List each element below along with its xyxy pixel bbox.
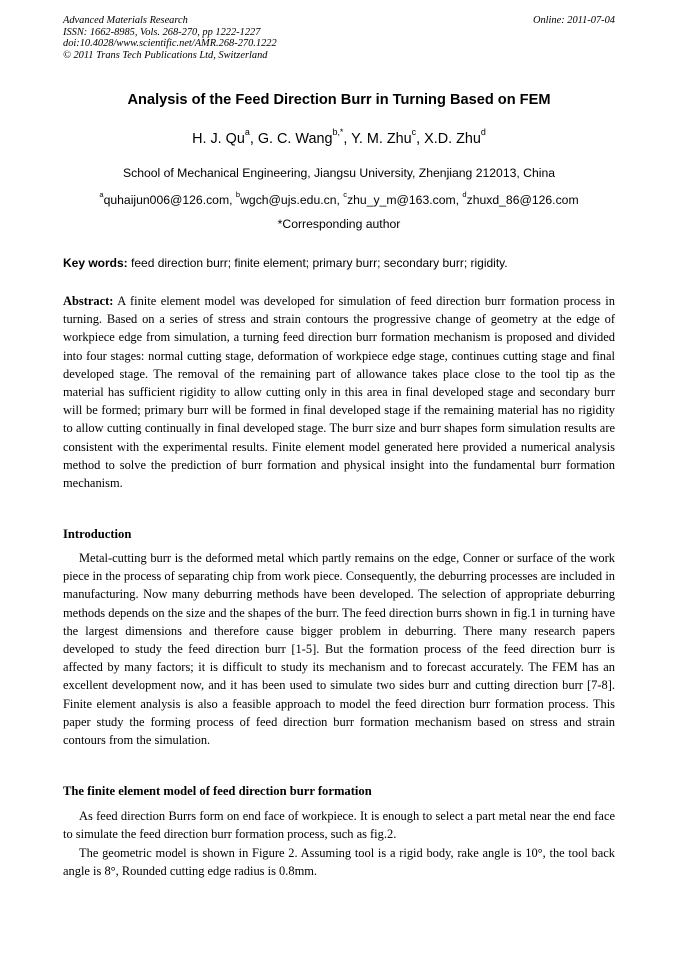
author: Y. M. Zhu$^c$,	[351, 127, 425, 147]
abstract-label: Abstract:	[63, 294, 114, 308]
email-address: $^a$quhaijun006@126.com,	[99, 190, 236, 207]
abstract	[63, 292, 615, 492]
email-address: $^b$wgch@ujs.edu.cn,	[235, 190, 344, 207]
section-paragraph: The geometric model is shown in Figure 2. Assuming tool is a rigid body, rake angle is 10°, the tool back angle is 8°, Rounded cutting edge radius is 0.8mm.	[63, 846, 615, 879]
online-date: Online: 2011-07-04	[532, 15, 615, 26]
doi-line: doi:10.4028/www.scientific.net/AMR.268-270.1222	[63, 38, 277, 49]
keywords	[63, 256, 623, 270]
introduction-paragraph: Metal-cutting burr is the deformed metal which partly remains on the edge, Conner or surface of the work piece in the process of separating chip from work piece. Consequently, the deburring processes are included in manufacturing. Now many deburring methods have been developed. The selection of appropriate deburring methods depends on the size and the shapes of the burr. The feed direction burrs shown in fig.1 in turning have the largest dimensions and therefore cause bigger problem in deburring. There many research papers developed to study the feed direction burr [1-5]. But the formation process of the feed direction burr is affected by many factors; it is difficult to study its mechanism and to forecast accurately. The FEM has an excellent development now, and it has been used to simulate two sides burr and cutting direction burr [7-8]. Finite element analysis is also a feasible approach to model the feed direction burr formation process. This paper study the forming process of feed direction burr formation mechanism based on stress and strain contours from the simulation.	[63, 551, 615, 748]
author: H. J. Qu$^a$,	[192, 127, 258, 147]
keywords-text: feed direction burr; finite element; primary burr; secondary burr; rigidity.	[127, 256, 508, 270]
paper-title: Analysis of the Feed Direction Burr in Turning Based on FEM	[127, 92, 551, 108]
keywords-label: Key words:	[63, 256, 128, 270]
affiliation: School of Mechanical Engineering, Jiangsu University, Zhenjiang 212013, China	[122, 166, 555, 180]
author: X.D. Zhu$^d$	[424, 127, 486, 147]
abstract-text: A finite element model was developed for simulation of feed direction burr formation process in turning. Based on a series of stress and strain contours the progressive change of geometry at the edge of workpiece edge from simulation, a turning feed direction burr formation mechanism is proposed and divided into four stages: normal cutting stage, deformation of workpiece edge stage, continues cutting stage and final developed stage. The removal of the remaining part of allowance takes place close to the tool tip as the material has sufficient rigidity to allow cutting only in this area in final developed stage and secondary burr will be formed; primary burr will be formed in final developed stage if the remaining material has no rigidity to allow cutting continually in final developed stage. The burr size and burr shapes form simulation results are consistent with the experimental results. Finite element model generated here provided a numerical analysis method to solve the prediction of burr formation and physical insight into the fundamental burr formation mechanism.	[63, 294, 615, 491]
section-heading: The finite element model of feed direction burr formation	[63, 784, 372, 798]
email-address: $^c$zhu_y_m@163.com,	[343, 190, 463, 207]
corresponding-author-note: *Corresponding author	[277, 217, 401, 231]
journal-header	[63, 15, 615, 61]
issn-line: ISSN: 1662-8985, Vols. 268-270, pp 1222-1227	[63, 26, 261, 38]
email-list	[30, 190, 648, 207]
author-list	[40, 127, 638, 147]
journal-name: Advanced Materials Research	[63, 15, 188, 26]
copyright-line: © 2011 Trans Tech Publications Ltd, Switzerland	[63, 49, 268, 61]
author: G. C. Wang$^{b,*}$,	[257, 127, 352, 147]
email-address: $^d$zhuxd_86@126.com	[462, 190, 579, 207]
introduction-heading: Introduction	[63, 527, 132, 541]
section-paragraph: As feed direction Burrs form on end face of workpiece. It is enough to select a part metal near the end face to simulate the feed direction burr formation process, such as fig.2.	[63, 809, 615, 842]
